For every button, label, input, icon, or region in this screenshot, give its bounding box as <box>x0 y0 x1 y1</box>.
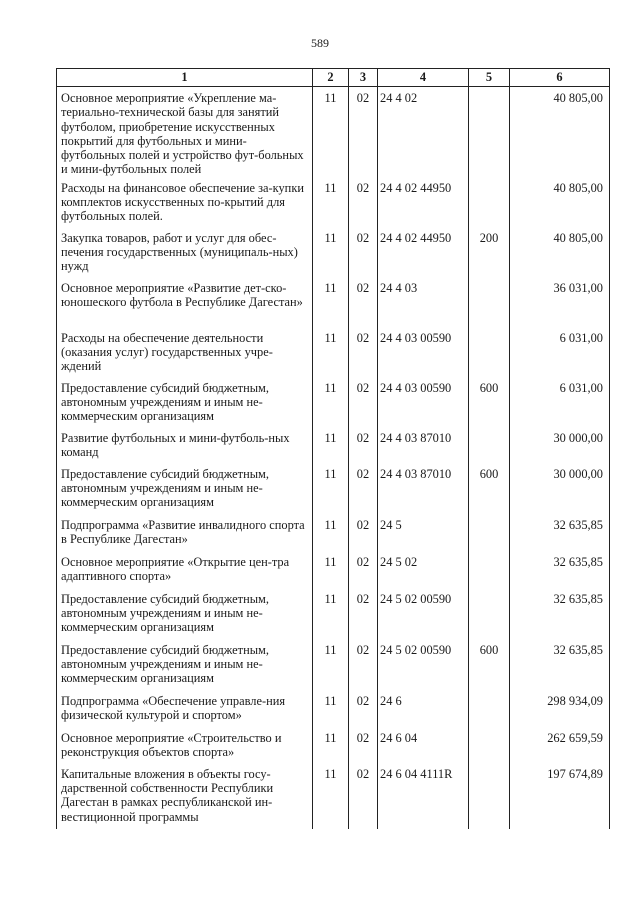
expense-type-code <box>469 327 510 377</box>
item-name: Предоставление субсидий бюджетным, автономным учреждениям и иным не-коммерческим организациям <box>57 463 313 514</box>
item-name: Закупка товаров, работ и услуг для обес-печения государственных (муниципаль-ных) нужд <box>57 227 313 277</box>
section-code: 11 <box>313 763 349 829</box>
table-row <box>57 87 610 177</box>
table-row <box>57 514 610 551</box>
subsection-code: 02 <box>349 277 378 327</box>
subsection-code: 02 <box>349 227 378 277</box>
item-name: Предоставление субсидий бюджетным, автономным учреждениям и иным не-коммерческим организациям <box>57 377 313 427</box>
amount: 6 031,00 <box>510 327 610 377</box>
amount: 298 934,09 <box>510 690 610 727</box>
amount: 6 031,00 <box>510 377 610 427</box>
section-code: 11 <box>313 639 349 690</box>
table-row <box>57 690 610 727</box>
section-code: 11 <box>313 588 349 639</box>
expense-type-code <box>469 763 510 829</box>
expense-type-code: 600 <box>469 463 510 514</box>
amount: 40 805,00 <box>510 227 610 277</box>
amount: 262 659,59 <box>510 727 610 763</box>
section-code: 11 <box>313 727 349 763</box>
expense-type-code <box>469 177 510 227</box>
item-name: Расходы на обеспечение деятельности (оказания услуг) государственных учре-ждений <box>57 327 313 377</box>
subsection-code: 02 <box>349 377 378 427</box>
table-row <box>57 463 610 514</box>
target-article-code: 24 4 03 87010 <box>378 427 469 463</box>
column-header-5: 5 <box>469 69 510 87</box>
table-row <box>57 427 610 463</box>
section-code: 11 <box>313 87 349 177</box>
section-code: 11 <box>313 514 349 551</box>
target-article-code: 24 4 02 44950 <box>378 227 469 277</box>
target-article-code: 24 5 02 00590 <box>378 639 469 690</box>
subsection-code: 02 <box>349 463 378 514</box>
table-row <box>57 277 610 327</box>
target-article-code: 24 5 <box>378 514 469 551</box>
subsection-code: 02 <box>349 177 378 227</box>
table-row <box>57 227 610 277</box>
subsection-code: 02 <box>349 551 378 588</box>
item-name: Предоставление субсидий бюджетным, автономным учреждениям и иным не-коммерческим организациям <box>57 588 313 639</box>
target-article-code: 24 4 03 00590 <box>378 327 469 377</box>
item-name: Основное мероприятие «Строительство и реконструкция объектов спорта» <box>57 727 313 763</box>
expense-type-code <box>469 277 510 327</box>
column-header-6: 6 <box>510 69 610 87</box>
expense-type-code: 600 <box>469 639 510 690</box>
column-header-4: 4 <box>378 69 469 87</box>
target-article-code: 24 4 03 00590 <box>378 377 469 427</box>
table-row <box>57 639 610 690</box>
expense-type-code <box>469 727 510 763</box>
section-code: 11 <box>313 277 349 327</box>
expense-type-code: 200 <box>469 227 510 277</box>
target-article-code: 24 4 03 87010 <box>378 463 469 514</box>
subsection-code: 02 <box>349 327 378 377</box>
amount: 32 635,85 <box>510 514 610 551</box>
subsection-code: 02 <box>349 427 378 463</box>
table-row <box>57 551 610 588</box>
target-article-code: 24 5 02 <box>378 551 469 588</box>
target-article-code: 24 6 04 <box>378 727 469 763</box>
item-name: Основное мероприятие «Укрепление ма-териально-технической базы для занятий футболом, приобретение искусственных покрытий для футбольных и мини-футбольных полей и устройство фут-больных и мини-футбольных полей <box>57 87 313 177</box>
table-row <box>57 763 610 829</box>
expense-type-code <box>469 514 510 551</box>
target-article-code: 24 5 02 00590 <box>378 588 469 639</box>
expense-type-code <box>469 690 510 727</box>
section-code: 11 <box>313 327 349 377</box>
table-row <box>57 327 610 377</box>
subsection-code: 02 <box>349 514 378 551</box>
amount: 40 805,00 <box>510 87 610 177</box>
subsection-code: 02 <box>349 87 378 177</box>
item-name: Основное мероприятие «Открытие цен-тра адаптивного спорта» <box>57 551 313 588</box>
expense-type-code <box>469 87 510 177</box>
section-code: 11 <box>313 551 349 588</box>
expense-type-code: 600 <box>469 377 510 427</box>
amount: 36 031,00 <box>510 277 610 327</box>
item-name: Подпрограмма «Обеспечение управле-ния физической культурой и спортом» <box>57 690 313 727</box>
target-article-code: 24 4 02 <box>378 87 469 177</box>
amount: 197 674,89 <box>510 763 610 829</box>
table-row <box>57 177 610 227</box>
expense-type-code <box>469 588 510 639</box>
item-name: Расходы на финансовое обеспечение за-купки комплектов искусственных по-крытий для футбольных полей. <box>57 177 313 227</box>
item-name: Развитие футбольных и мини-футболь-ных команд <box>57 427 313 463</box>
target-article-code: 24 6 <box>378 690 469 727</box>
budget-table <box>56 68 610 829</box>
target-article-code: 24 4 03 <box>378 277 469 327</box>
subsection-code: 02 <box>349 588 378 639</box>
item-name: Предоставление субсидий бюджетным, автономным учреждениям и иным не-коммерческим организациям <box>57 639 313 690</box>
section-code: 11 <box>313 227 349 277</box>
header-row <box>57 69 610 87</box>
target-article-code: 24 6 04 4111R <box>378 763 469 829</box>
column-header-1: 1 <box>57 69 313 87</box>
amount: 40 805,00 <box>510 177 610 227</box>
subsection-code: 02 <box>349 727 378 763</box>
column-header-3: 3 <box>349 69 378 87</box>
table-row <box>57 377 610 427</box>
target-article-code: 24 4 02 44950 <box>378 177 469 227</box>
subsection-code: 02 <box>349 690 378 727</box>
table-body <box>57 87 610 829</box>
section-code: 11 <box>313 463 349 514</box>
expense-type-code <box>469 427 510 463</box>
column-header-2: 2 <box>313 69 349 87</box>
subsection-code: 02 <box>349 763 378 829</box>
section-code: 11 <box>313 690 349 727</box>
item-name: Основное мероприятие «Развитие дет-ско-юношеского футбола в Республике Дагестан» <box>57 277 313 327</box>
item-name: Капитальные вложения в объекты госу-дарственной собственности Республики Дагестан в рамках республиканской ин-вестиционной программы <box>57 763 313 829</box>
amount: 30 000,00 <box>510 463 610 514</box>
expense-type-code <box>469 551 510 588</box>
subsection-code: 02 <box>349 639 378 690</box>
amount: 30 000,00 <box>510 427 610 463</box>
page-number: 589 <box>311 36 329 50</box>
table-row <box>57 727 610 763</box>
amount: 32 635,85 <box>510 639 610 690</box>
section-code: 11 <box>313 177 349 227</box>
amount: 32 635,85 <box>510 588 610 639</box>
table-row <box>57 588 610 639</box>
item-name: Подпрограмма «Развитие инвалидного спорта в Республике Дагестан» <box>57 514 313 551</box>
section-code: 11 <box>313 377 349 427</box>
section-code: 11 <box>313 427 349 463</box>
amount: 32 635,85 <box>510 551 610 588</box>
